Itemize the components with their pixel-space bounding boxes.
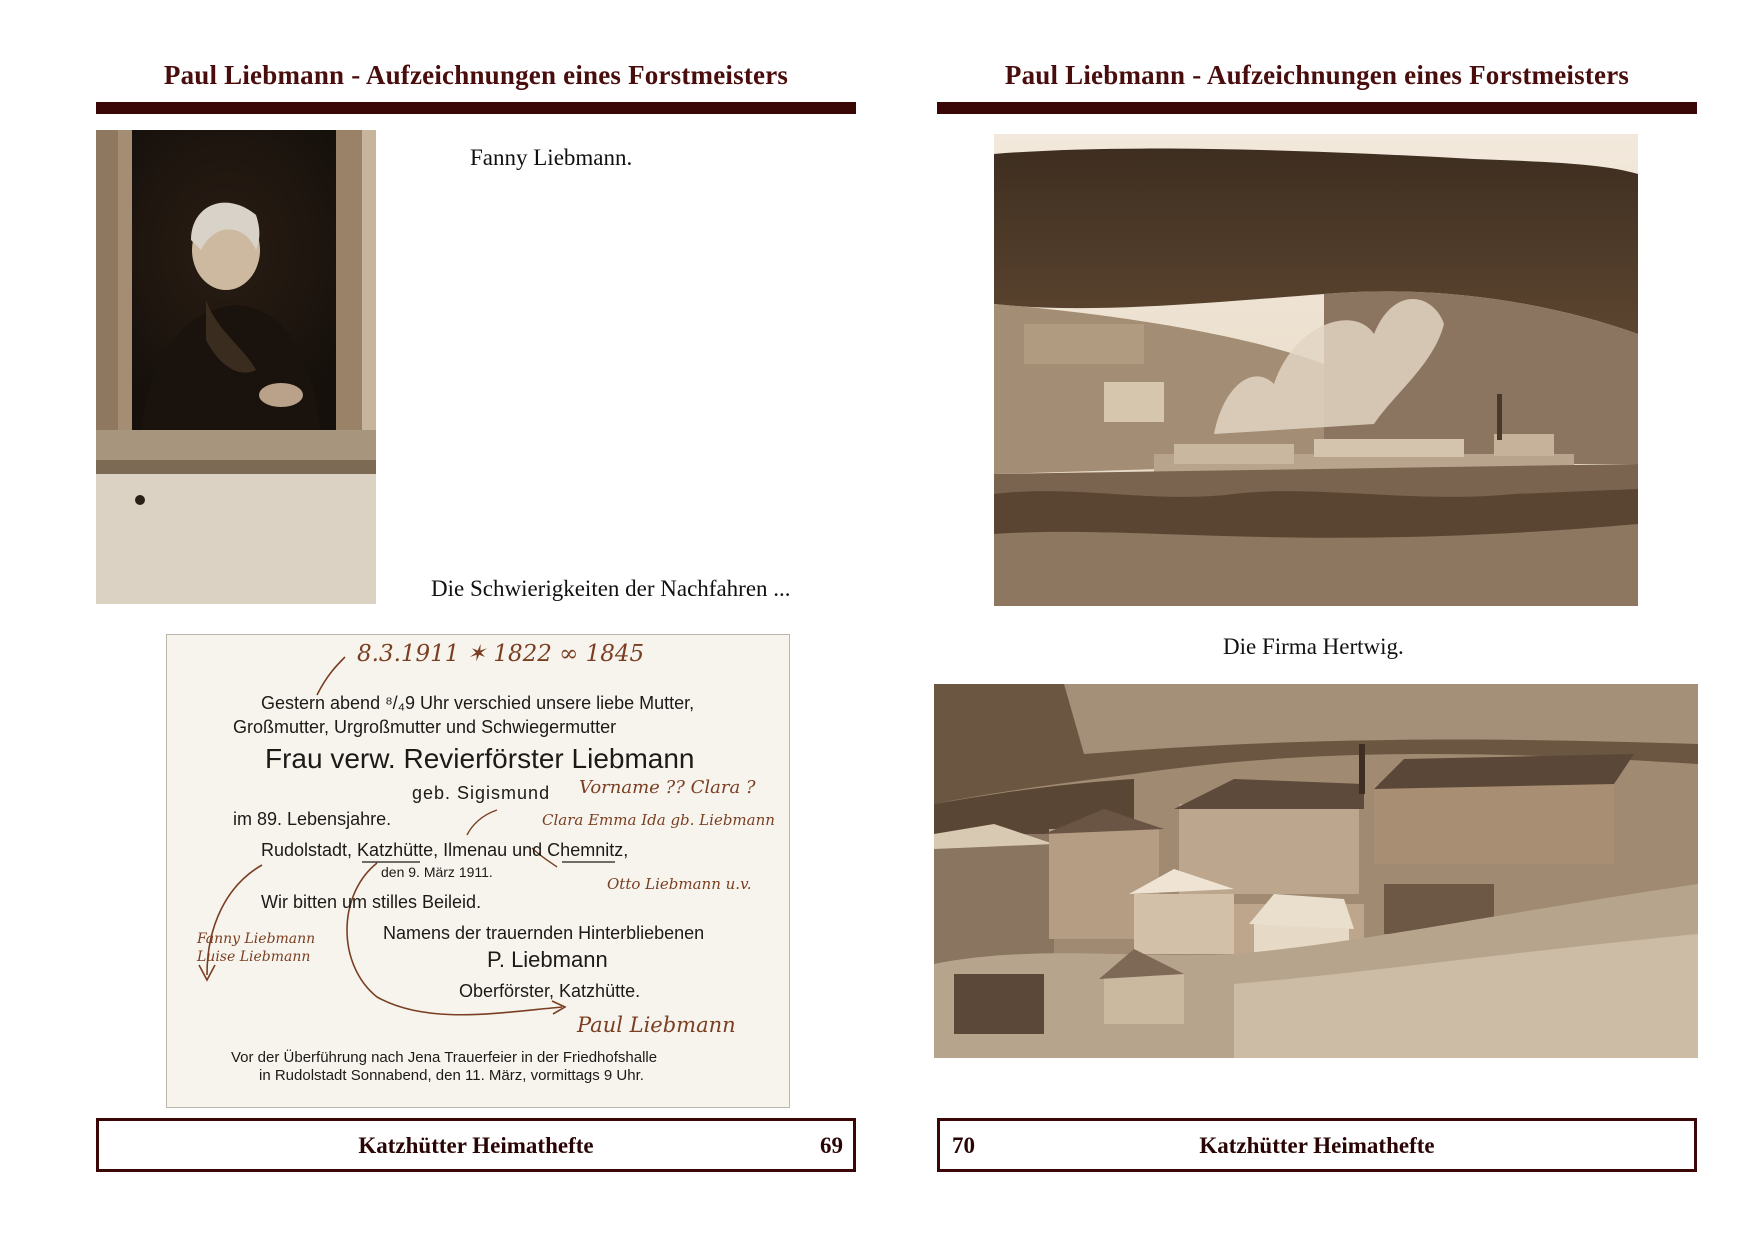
footer-title: Katzhütter Heimathefte <box>358 1133 594 1158</box>
firm-caption: Die Firma Hertwig. <box>1223 634 1404 659</box>
header-rule <box>96 102 856 114</box>
handwritten-family-names: Fanny Liebmann Luise Liebmann <box>197 931 316 965</box>
handwritten-clara: Clara Emma Ida gb. Liebmann <box>542 811 775 829</box>
handwritten-otto: Otto Liebmann u.v. <box>607 875 752 893</box>
page-number: 69 <box>820 1133 843 1158</box>
page-footer <box>937 1118 1697 1172</box>
notice-closing-1: Vor der Überführung nach Jena Trauerfeier in der Friedhofshalle <box>231 1049 658 1066</box>
notice-closing-2: in Rudolstadt Sonnabend, den 11. März, vormittags 9 Uhr. <box>259 1067 644 1084</box>
handwritten-signature: Paul Liebmann <box>577 1013 736 1037</box>
notice-line-2: Großmutter, Urgroßmutter und Schwiegermutter <box>233 717 617 737</box>
notice-age: im 89. Lebensjahre. <box>233 809 392 829</box>
factory-closeup-photo <box>934 684 1698 1058</box>
handwritten-vorname: Vorname ?? Clara ? <box>579 777 756 798</box>
notice-mourners: Namens der trauernden Hinterbliebenen <box>383 923 705 943</box>
notice-request: Wir bitten um stilles Beileid. <box>261 892 482 912</box>
page-footer <box>96 1118 856 1172</box>
portrait-caption: Fanny Liebmann. <box>470 145 633 170</box>
page-number: 70 <box>952 1133 975 1158</box>
portrait-photo <box>96 130 376 604</box>
factory-valley-photo <box>994 134 1638 606</box>
notice-line-1: Gestern abend ⁸/₄9 Uhr verschied unsere liebe Mutter, <box>261 693 695 713</box>
notice-signer-title: Oberförster, Katzhütte. <box>459 981 641 1001</box>
page-header-title: Paul Liebmann - Aufzeichnungen eines Forstmeisters <box>163 60 789 90</box>
notice-deceased-name: Frau verw. Revierförster Liebmann <box>265 743 695 774</box>
page-header-title: Paul Liebmann - Aufzeichnungen eines Forstmeisters <box>1004 60 1630 90</box>
handwritten-dates: 8.3.1911 ✶ 1822 ∞ 1845 <box>357 641 645 667</box>
notice-places: Rudolstadt, Katzhütte, Ilmenau und Chemnitz, <box>261 840 629 860</box>
notice-born: geb. Sigismund <box>412 783 551 803</box>
header-rule <box>937 102 1697 114</box>
death-notice-card <box>166 634 790 1108</box>
notice-date: den 9. März 1911. <box>381 864 493 880</box>
notice-signer: P. Liebmann <box>487 947 608 972</box>
footer-title: Katzhütter Heimathefte <box>1199 1133 1435 1158</box>
difficulties-caption: Die Schwierigkeiten der Nachfahren ... <box>431 576 791 601</box>
right-page <box>877 0 1754 1240</box>
